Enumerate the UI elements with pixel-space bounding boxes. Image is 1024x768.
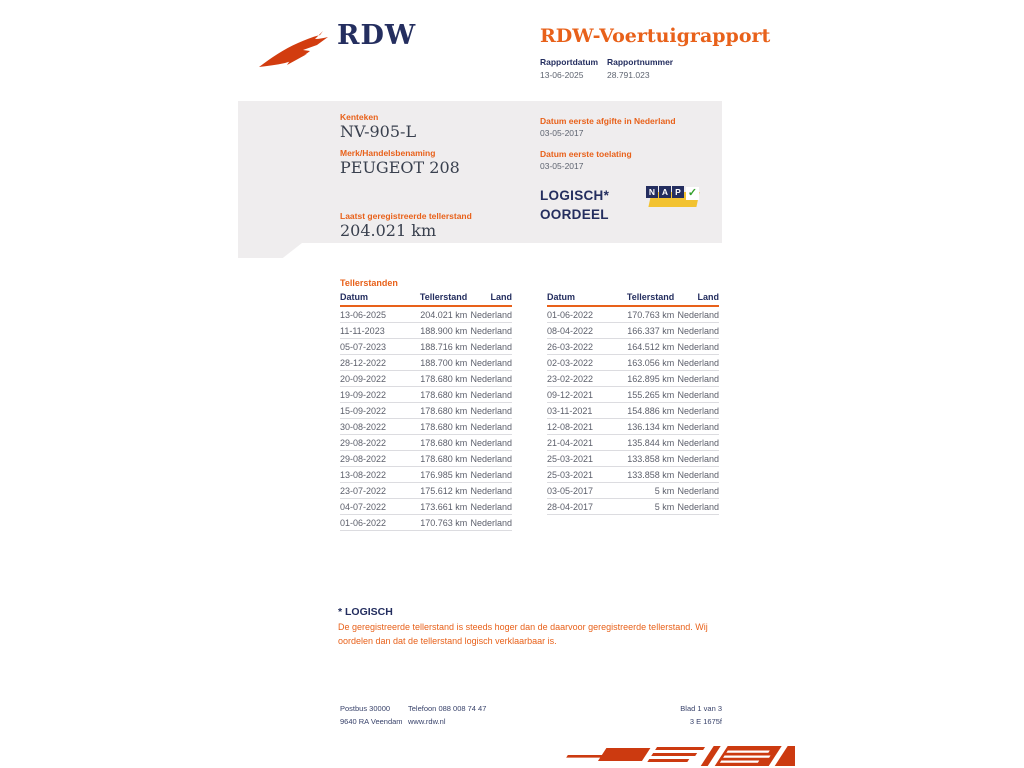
tellerstanden-heading: Tellerstanden bbox=[340, 278, 398, 288]
table-cell: 23-07-2022 bbox=[340, 483, 405, 499]
table-row bbox=[340, 323, 512, 339]
table-cell: 21-04-2021 bbox=[547, 435, 612, 451]
table-cell: 164.512 km bbox=[612, 339, 674, 355]
footer-page-info bbox=[600, 702, 722, 728]
table-cell: 13-06-2025 bbox=[340, 306, 405, 323]
table-cell: 178.680 km bbox=[405, 387, 467, 403]
table-row bbox=[547, 483, 719, 499]
odometer-table-left bbox=[340, 290, 512, 531]
toelating-label: Datum eerste toelating bbox=[540, 149, 632, 159]
footer-contact bbox=[408, 702, 486, 728]
table-row bbox=[340, 371, 512, 387]
odometer-table-right bbox=[547, 290, 719, 515]
table-cell: Nederland bbox=[467, 499, 512, 515]
table-cell: 12-08-2021 bbox=[547, 419, 612, 435]
table-cell: 155.265 km bbox=[612, 387, 674, 403]
table-cell: 03-05-2017 bbox=[547, 483, 612, 499]
table-cell: Nederland bbox=[674, 339, 719, 355]
table-header-row bbox=[547, 290, 719, 306]
table-row bbox=[547, 355, 719, 371]
table-cell: 133.858 km bbox=[612, 451, 674, 467]
report-date-value: 13-06-2025 bbox=[540, 70, 584, 80]
table-cell: Nederland bbox=[467, 515, 512, 531]
table-cell: 188.900 km bbox=[405, 323, 467, 339]
kenteken-label: Kenteken bbox=[340, 112, 379, 122]
table-cell: Nederland bbox=[674, 435, 719, 451]
merk-label: Merk/Handelsbenaming bbox=[340, 148, 436, 158]
afgifte-value: 03-05-2017 bbox=[540, 128, 584, 138]
toelating-value: 03-05-2017 bbox=[540, 161, 584, 171]
table-row bbox=[340, 387, 512, 403]
table-cell: 30-08-2022 bbox=[340, 419, 405, 435]
table-cell: 23-02-2022 bbox=[547, 371, 612, 387]
table-cell: Nederland bbox=[674, 355, 719, 371]
report-meta bbox=[540, 57, 673, 82]
table-row bbox=[340, 435, 512, 451]
table-cell: 08-04-2022 bbox=[547, 323, 612, 339]
table-cell: 162.895 km bbox=[612, 371, 674, 387]
nap-letter-n: N bbox=[646, 186, 658, 198]
logisch-note-title: * LOGISCH bbox=[338, 606, 393, 618]
merk-value: PEUGEOT 208 bbox=[340, 158, 460, 177]
footer-form-code: 3 E 1675f bbox=[689, 717, 722, 726]
table-row bbox=[547, 306, 719, 323]
table-cell: 13-08-2022 bbox=[340, 467, 405, 483]
logisch-note-body: De geregistreerde tellerstand is steeds hoger dan de daarvoor geregistreerde tellerstand. Wij oordelen dan dat de tellerstand logisch verklaarbaar is. bbox=[338, 622, 708, 646]
panel-corner-tab bbox=[238, 243, 302, 258]
footer-page-number: Blad 1 van 3 bbox=[680, 704, 722, 713]
table-row bbox=[547, 467, 719, 483]
table-cell: 25-03-2021 bbox=[547, 451, 612, 467]
nap-letter-a: A bbox=[659, 186, 671, 198]
table-header-row bbox=[340, 290, 512, 306]
table-cell: 02-03-2022 bbox=[547, 355, 612, 371]
table-cell: Nederland bbox=[674, 419, 719, 435]
report-number-value: 28.791.023 bbox=[607, 70, 650, 80]
col-land: Land bbox=[467, 290, 512, 306]
table-cell: Nederland bbox=[674, 451, 719, 467]
oordeel-line2: OORDEEL bbox=[540, 206, 609, 222]
table-cell: 173.661 km bbox=[405, 499, 467, 515]
table-cell: 170.763 km bbox=[612, 306, 674, 323]
nap-checkmark-icon: ✓ bbox=[687, 187, 698, 199]
table-row bbox=[547, 499, 719, 515]
table-row bbox=[340, 339, 512, 355]
table-cell: Nederland bbox=[467, 467, 512, 483]
table-row bbox=[547, 403, 719, 419]
footer-website: www.rdw.nl bbox=[408, 717, 446, 726]
table-cell: Nederland bbox=[467, 306, 512, 323]
table-cell: Nederland bbox=[674, 403, 719, 419]
tellerstand-label: Laatst geregistreerde tellerstand bbox=[340, 211, 472, 221]
table-cell: 20-09-2022 bbox=[340, 371, 405, 387]
kenteken-value: NV-905-L bbox=[340, 122, 417, 141]
table-cell: Nederland bbox=[674, 499, 719, 515]
table-cell: Nederland bbox=[467, 435, 512, 451]
table-cell: 28-04-2017 bbox=[547, 499, 612, 515]
table-cell: 28-12-2022 bbox=[340, 355, 405, 371]
table-cell: 5 km bbox=[612, 499, 674, 515]
table-cell: 25-03-2021 bbox=[547, 467, 612, 483]
table-cell: 178.680 km bbox=[405, 435, 467, 451]
table-row bbox=[547, 387, 719, 403]
table-row bbox=[340, 515, 512, 531]
report-date-label: Rapportdatum bbox=[540, 57, 599, 67]
col-tellerstand: Tellerstand bbox=[405, 290, 467, 306]
table-cell: 05-07-2023 bbox=[340, 339, 405, 355]
table-cell: 188.716 km bbox=[405, 339, 467, 355]
table-cell: 04-07-2022 bbox=[340, 499, 405, 515]
table-row bbox=[340, 419, 512, 435]
table-cell: 09-12-2021 bbox=[547, 387, 612, 403]
table-row bbox=[547, 339, 719, 355]
table-cell: Nederland bbox=[674, 387, 719, 403]
col-land: Land bbox=[674, 290, 719, 306]
table-row bbox=[547, 323, 719, 339]
table-cell: 29-08-2022 bbox=[340, 435, 405, 451]
table-cell: 170.763 km bbox=[405, 515, 467, 531]
table-cell: 163.056 km bbox=[612, 355, 674, 371]
table-cell: 188.700 km bbox=[405, 355, 467, 371]
table-cell: 01-06-2022 bbox=[547, 306, 612, 323]
table-cell: 15-09-2022 bbox=[340, 403, 405, 419]
table-cell: 204.021 km bbox=[405, 306, 467, 323]
table-row bbox=[340, 451, 512, 467]
table-cell: 133.858 km bbox=[612, 467, 674, 483]
table-cell: Nederland bbox=[467, 483, 512, 499]
table-row bbox=[340, 467, 512, 483]
table-cell: Nederland bbox=[674, 371, 719, 387]
bottom-stripes-graphic bbox=[543, 744, 795, 768]
table-cell: Nederland bbox=[674, 483, 719, 499]
table-row bbox=[340, 306, 512, 323]
table-cell: 19-09-2022 bbox=[340, 387, 405, 403]
vehicle-summary-panel bbox=[238, 101, 722, 243]
report-number-label: Rapportnummer bbox=[607, 57, 674, 67]
table-cell: 26-03-2022 bbox=[547, 339, 612, 355]
table-cell: 178.680 km bbox=[405, 419, 467, 435]
footer-address-line2: 9640 RA Veendam bbox=[340, 717, 403, 726]
table-cell: Nederland bbox=[467, 403, 512, 419]
nap-logo bbox=[646, 186, 702, 210]
table-cell: 03-11-2021 bbox=[547, 403, 612, 419]
table-row bbox=[340, 483, 512, 499]
table-row bbox=[340, 403, 512, 419]
table-row bbox=[340, 499, 512, 515]
table-row bbox=[340, 355, 512, 371]
rdw-wordmark: RDW bbox=[337, 20, 417, 51]
footer-address bbox=[340, 702, 403, 728]
table-row bbox=[547, 435, 719, 451]
table-cell: Nederland bbox=[674, 323, 719, 339]
table-cell: Nederland bbox=[467, 355, 512, 371]
table-cell: 135.844 km bbox=[612, 435, 674, 451]
table-cell: 178.680 km bbox=[405, 403, 467, 419]
table-cell: 178.680 km bbox=[405, 451, 467, 467]
table-cell: 11-11-2023 bbox=[340, 323, 405, 339]
afgifte-label: Datum eerste afgifte in Nederland bbox=[540, 116, 676, 126]
tellerstand-value: 204.021 km bbox=[340, 221, 437, 240]
table-cell: 175.612 km bbox=[405, 483, 467, 499]
table-cell: Nederland bbox=[674, 306, 719, 323]
table-cell: 176.985 km bbox=[405, 467, 467, 483]
table-cell: Nederland bbox=[467, 419, 512, 435]
table-cell: 178.680 km bbox=[405, 371, 467, 387]
table-cell: 01-06-2022 bbox=[340, 515, 405, 531]
table-row bbox=[547, 419, 719, 435]
page-title: RDW-Voertuigrapport bbox=[540, 25, 771, 47]
table-cell: Nederland bbox=[674, 467, 719, 483]
table-cell: Nederland bbox=[467, 339, 512, 355]
nap-letter-p: P bbox=[672, 186, 684, 198]
table-row bbox=[547, 371, 719, 387]
table-cell: 166.337 km bbox=[612, 323, 674, 339]
table-cell: 29-08-2022 bbox=[340, 451, 405, 467]
footer-address-line1: Postbus 30000 bbox=[340, 704, 391, 713]
table-row bbox=[547, 451, 719, 467]
col-datum: Datum bbox=[340, 290, 405, 306]
oordeel-line1: LOGISCH* bbox=[540, 188, 610, 203]
table-cell: 154.886 km bbox=[612, 403, 674, 419]
oordeel-verdict bbox=[540, 187, 609, 224]
rdw-wing-logo-icon bbox=[257, 27, 335, 69]
table-cell: Nederland bbox=[467, 451, 512, 467]
col-datum: Datum bbox=[547, 290, 612, 306]
footer-phone: Telefoon 088 008 74 47 bbox=[408, 704, 487, 713]
table-cell: 136.134 km bbox=[612, 419, 674, 435]
table-cell: Nederland bbox=[467, 387, 512, 403]
col-tellerstand: Tellerstand bbox=[612, 290, 674, 306]
table-cell: 5 km bbox=[612, 483, 674, 499]
table-cell: Nederland bbox=[467, 323, 512, 339]
table-cell: Nederland bbox=[467, 371, 512, 387]
